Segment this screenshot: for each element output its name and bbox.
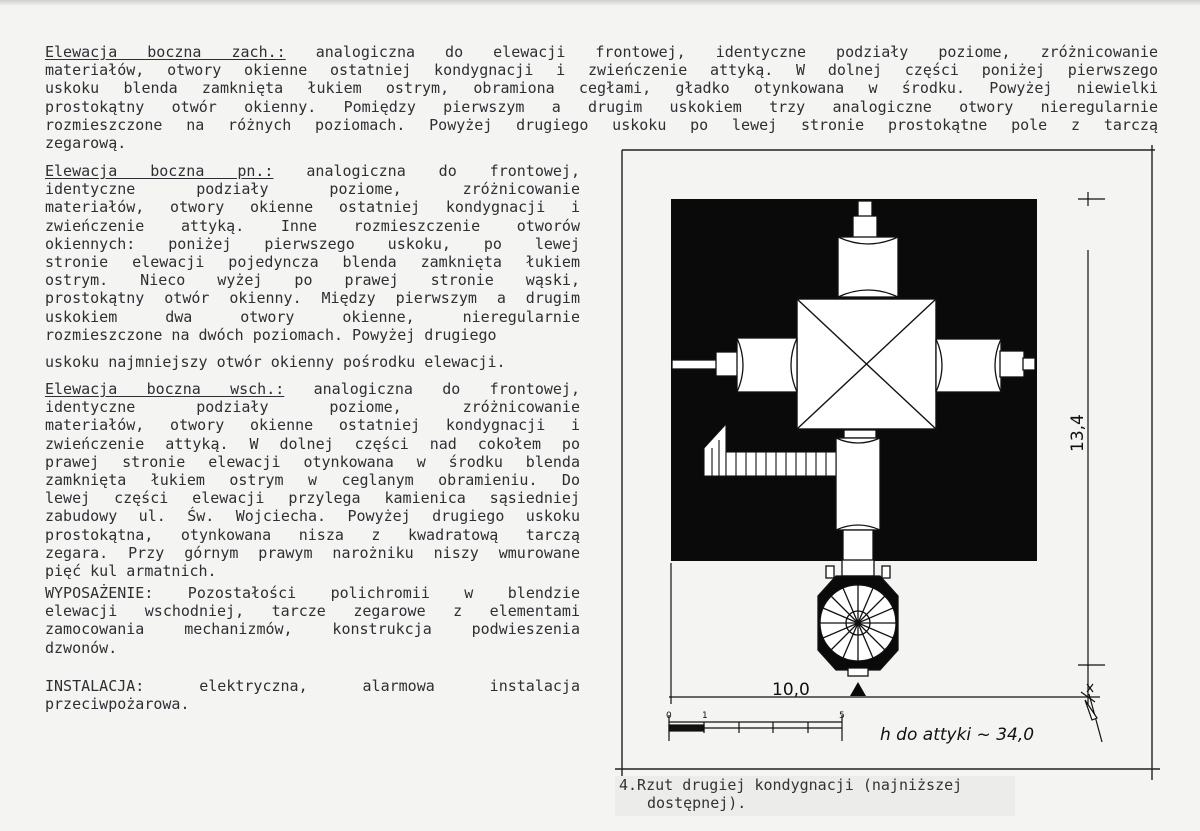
text-line: prawej stronie elewacji otynkowana w środku blenda (45, 452, 580, 471)
text-line: analogiczna do frontowej, (284, 380, 580, 398)
paragraph-north-elevation-tail (45, 353, 580, 371)
plan-black-area (671, 199, 1037, 561)
text-line: zamocowania mechanizmów, konstrukcja podwieszenia (45, 620, 580, 639)
text-line: pięć kul armatnich. (45, 562, 217, 581)
text-line: zamknięta łukiem ostrym w ceglanym obramieniu. Do (45, 471, 580, 490)
text-line: prostokątna, otynkowana nisza z kwadratową tarczą (45, 525, 580, 544)
dimension-width-label: 10,0 (772, 680, 810, 700)
figure-frame-lines (615, 145, 1160, 790)
text-line: identyczne podziały poziome, zróżnicowanie (45, 398, 580, 417)
text-line: przeciwpożarowa. (45, 695, 190, 714)
plan-stair-tower (818, 560, 898, 676)
text-line: zegarową. (45, 134, 127, 153)
plan-left-wing (672, 338, 797, 392)
text-line: materiałów, otwory okienne ostatniej kondygnacji i (45, 416, 580, 435)
plan-central-square (797, 299, 936, 429)
dimension-height-label: 13,4 (1068, 414, 1088, 452)
text-line: materiałów, otwory okienne ostatniej kondygnacji i (45, 198, 580, 217)
paragraph-equipment (45, 584, 580, 657)
scale-label-1: 1 (702, 711, 708, 721)
caption-line-1: 4.Rzut drugiej kondygnacji (najniższej (619, 776, 963, 794)
scale-label-0: 0 (666, 711, 672, 721)
plan-top-wing (838, 201, 898, 297)
height-note: h do attyki ~ 34,0 (880, 725, 1035, 745)
entrance-arrow-icon (850, 682, 866, 696)
paragraph-west-elevation (45, 43, 1158, 152)
text-line: identyczne podziały poziome, zróżnicowanie (45, 180, 580, 199)
paragraph-installation (45, 677, 580, 713)
text-line: zegara. Przy górnym prawym narożniku niszy wmurowane (45, 543, 580, 562)
text-line: rozmieszczone na różnych poziomach. Powyżej drugiego uskoku po lewej stronie prostokątne pole z tarczą (45, 115, 1158, 134)
text-line: analogiczna do elewacji frontowej, identyczne podziały poziome, zróżnicowanie (285, 43, 1158, 61)
text-line: ostrym. Nieco wyżej po prawej stronie wąski, (45, 271, 580, 290)
heading-west-elevation: Elewacja boczna zach.: (45, 43, 286, 61)
dimension-lines (669, 192, 1105, 704)
paragraph-east-elevation (45, 380, 580, 580)
heading-equipment: WYPOSAŻENIE: (45, 584, 154, 602)
heading-east-elevation: Elewacja boczna wsch.: (45, 380, 285, 398)
text-line: zwieńczenie attyką. Inne rozmieszczenie otworów (45, 216, 580, 235)
north-arrow-icon (1085, 684, 1102, 742)
plan-stair-run (704, 424, 836, 476)
text-line: analogiczna do frontowej, (273, 162, 580, 180)
text-line: lewej części elewacji przylega kamienica sąsiedniej (45, 489, 580, 508)
scale-bar (669, 715, 842, 741)
text-line: prostokątny otwór okienny. Między pierwszym a drugim (45, 289, 580, 308)
figure-caption (615, 776, 1015, 816)
paragraph-north-elevation (45, 162, 580, 344)
text-line: uskoku blenda zamknięta łukiem ostrym, obramiona cegłami, gładko otynkowana w środku. Powyżej niewielki (45, 79, 1158, 98)
text-line: prostokątny otwór okienny. Pomiędzy pierwszym a drugim uskokiem trzy analogiczne otwory nieregularnie (45, 97, 1158, 116)
caption-line-2: dostępnej). (647, 794, 747, 812)
text-line: zwieńczenie attyką. W dolnej części nad cokołem po (45, 434, 580, 453)
text-line: INSTALACJA: elektryczna, alarmowa instalacja (45, 677, 580, 695)
scale-label-5: 5 (839, 711, 845, 721)
text-line: uskoku najmniejszy otwór okienny pośrodku elewacji. (45, 353, 506, 371)
text-line: uskokiem dwa otwory okienne, nieregularnie (45, 307, 580, 326)
plan-right-wing (936, 339, 1035, 392)
text-line: materiałów, otwory okienne ostatniej kondygnacji i zwieńczenie attyką. W dolnej części poniżej pierwszego (45, 61, 1158, 80)
text-line: dzwonów. (45, 638, 118, 657)
text-line: elewacji wschodniej, tarcze zegarowe z elementami (45, 602, 580, 621)
text-line: stronie elewacji pojedyncza blenda zamknięta łukiem (45, 253, 580, 272)
scan-top-edge (0, 0, 1200, 6)
text-line: zabudowy ul. Św. Wojciecha. Powyżej drugiego uskoku (45, 507, 580, 526)
text-line: Pozostałości polichromii w blendzie (153, 584, 580, 602)
text-line: rozmieszczone na dwóch poziomach. Powyżej drugiego (45, 325, 497, 344)
text-line: okiennych: poniżej pierwszego uskoku, po lewej (45, 234, 580, 253)
plan-lower-wing (836, 430, 880, 564)
heading-north-elevation: Elewacja boczna pn.: (45, 162, 274, 180)
